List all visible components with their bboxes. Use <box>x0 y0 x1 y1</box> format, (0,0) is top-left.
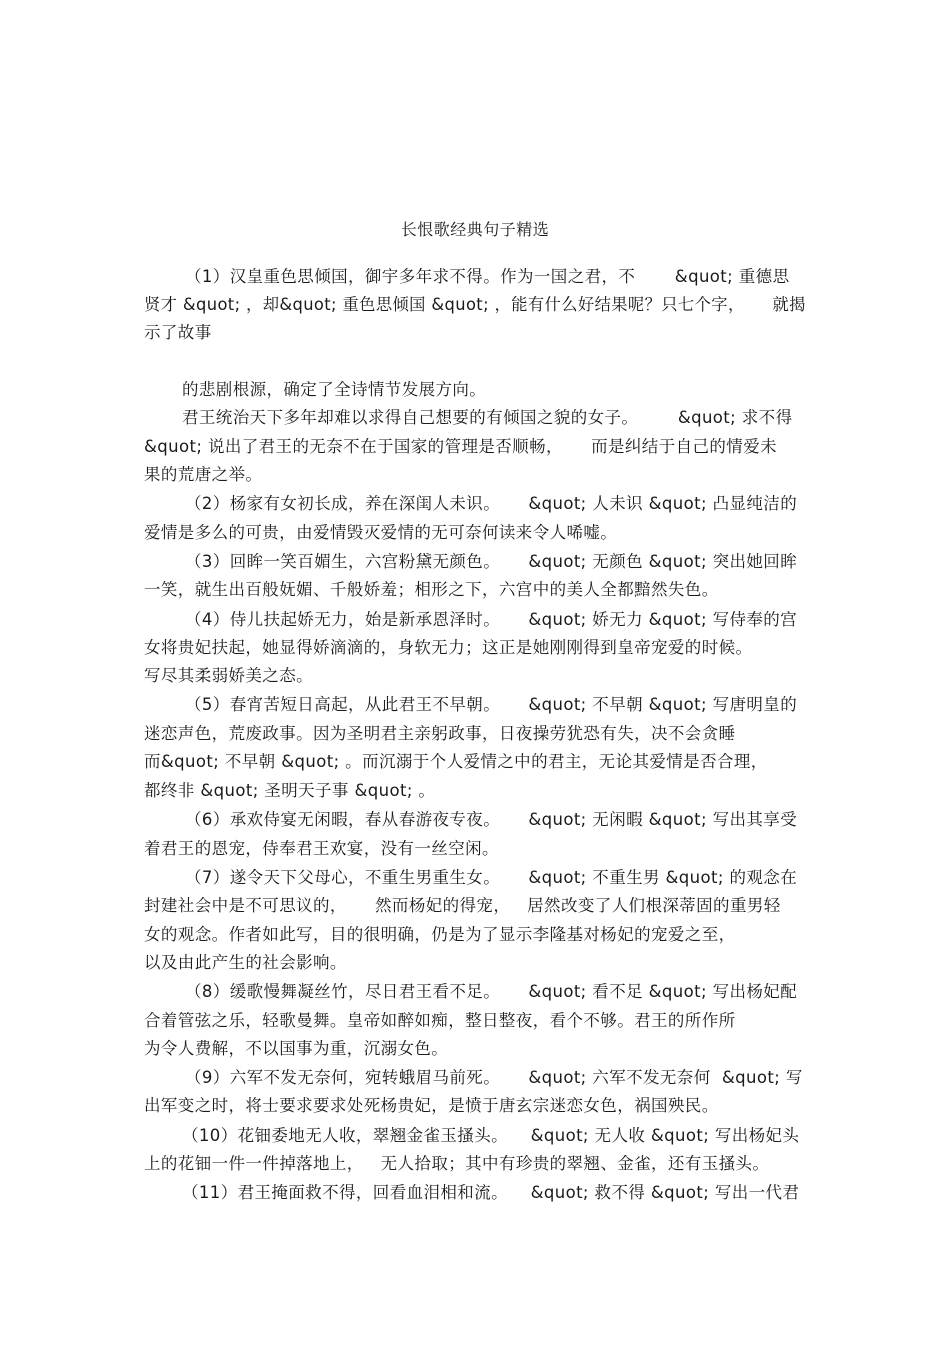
document-title: 长恨歌经典句子精选 <box>400 220 550 239</box>
body-line: 封建社会中是不可思议的， 然而杨妃的得宠， 居然改变了人们根深蒂固的重男轻 <box>144 896 781 915</box>
body-line: 着君王的恩宠，侍奉君王欢宴，没有一丝空闲。 <box>144 839 499 858</box>
body-line: （4）侍儿扶起娇无力，始是新承恩泽时。 &quot; 娇无力 &quot; 写侍奉的宫 <box>185 610 798 629</box>
body-line: （6）承欢侍宴无闲暇，春从春游夜专夜。 &quot; 无闲暇 &quot; 写出其享受 <box>185 810 798 829</box>
body-line: &quot; 说出了君王的无奈不在于国家的管理是否顺畅， 而是纠结于自己的情爱未 <box>144 437 777 456</box>
body-line: 都终非 &quot; 圣明天子事 &quot; 。 <box>144 781 436 800</box>
body-line: 女将贵妃扶起，她显得娇滴滴的，身软无力；这正是她刚刚得到皇帝宠爱的时候。 <box>144 638 753 657</box>
body-line: （1）汉皇重色思倾国，御宇多年求不得。作为一国之君，不 &quot; 重德思 <box>185 267 790 286</box>
body-line: （3）回眸一笑百媚生，六宫粉黛无颜色。 &quot; 无颜色 &quot; 突出她回眸 <box>185 552 798 571</box>
body-line: 出军变之时，将士要求要求处死杨贵妃，是愤于唐玄宗迷恋女色，祸国殃民。 <box>144 1096 719 1115</box>
body-line: 迷恋声色，荒废政事。因为圣明君主亲躬政事，日夜操劳犹恐有失，决不会贪睡 <box>144 724 736 743</box>
body-line: 示了故事 <box>144 323 212 342</box>
body-line: （2）杨家有女初长成，养在深闺人未识。 &quot; 人未识 &quot; 凸显纯洁的 <box>185 494 798 513</box>
body-line: 爱情是多么的可贵，由爱情毁灭爱情的无可奈何读来令人唏嘘。 <box>144 523 618 542</box>
body-line: 君王统治天下多年却难以求得自己想要的有倾国之貌的女子。 &quot; 求不得 <box>182 408 793 427</box>
body-line: 以及由此产生的社会影响。 <box>144 953 347 972</box>
body-line: 的悲剧根源，确定了全诗情节发展方向。 <box>182 380 487 399</box>
body-line: 贤才 &quot; ，却&quot; 重色思倾国 &quot; ，能有什么好结果呢？只七个字， 就揭 <box>144 295 806 314</box>
body-line: （7）遂令天下父母心，不重生男重生女。 &quot; 不重生男 &quot; 的观念在 <box>185 868 798 887</box>
body-line: 为令人费解，不以国事为重，沉溺女色。 <box>144 1039 449 1058</box>
body-line: 写尽其柔弱娇美之态。 <box>144 666 313 685</box>
body-line: 果的荒唐之举。 <box>144 465 263 484</box>
body-line: 而&quot; 不早朝 &quot; 。而沉溺于个人爱情之中的君主，无论其爱情是否合理， <box>144 752 768 771</box>
body-line: （5）春宵苦短日高起，从此君王不早朝。 &quot; 不早朝 &quot; 写唐明皇的 <box>185 695 798 714</box>
body-line: （10）花钿委地无人收，翠翘金雀玉搔头。 &quot; 无人收 &quot; 写出杨妃头 <box>182 1126 800 1145</box>
body-line: 女的观念。作者如此写，目的很明确，仍是为了显示李隆基对杨妃的宠爱之至， <box>144 925 736 944</box>
body-line: 合着管弦之乐，轻歌曼舞。皇帝如醉如痴，整日整夜，看个不够。君王的所作所 <box>144 1011 736 1030</box>
body-line: （9）六军不发无奈何，宛转蛾眉马前死。 &quot; 六军不发无奈何 &quot; 写 <box>185 1068 803 1087</box>
body-line: 一笑，就生出百般妩媚、千般娇羞；相形之下，六宫中的美人全都黯然失色。 <box>144 580 719 599</box>
body-line: （8）缓歌慢舞凝丝竹，尽日君王看不足。 &quot; 看不足 &quot; 写出杨妃配 <box>185 982 798 1001</box>
body-line: （11）君王掩面救不得，回看血泪相和流。 &quot; 救不得 &quot; 写出一代君 <box>182 1183 800 1202</box>
body-line: 上的花钿一件一件掉落地上， 无人拾取；其中有珍贵的翠翘、金雀，还有玉搔头。 <box>144 1154 770 1173</box>
